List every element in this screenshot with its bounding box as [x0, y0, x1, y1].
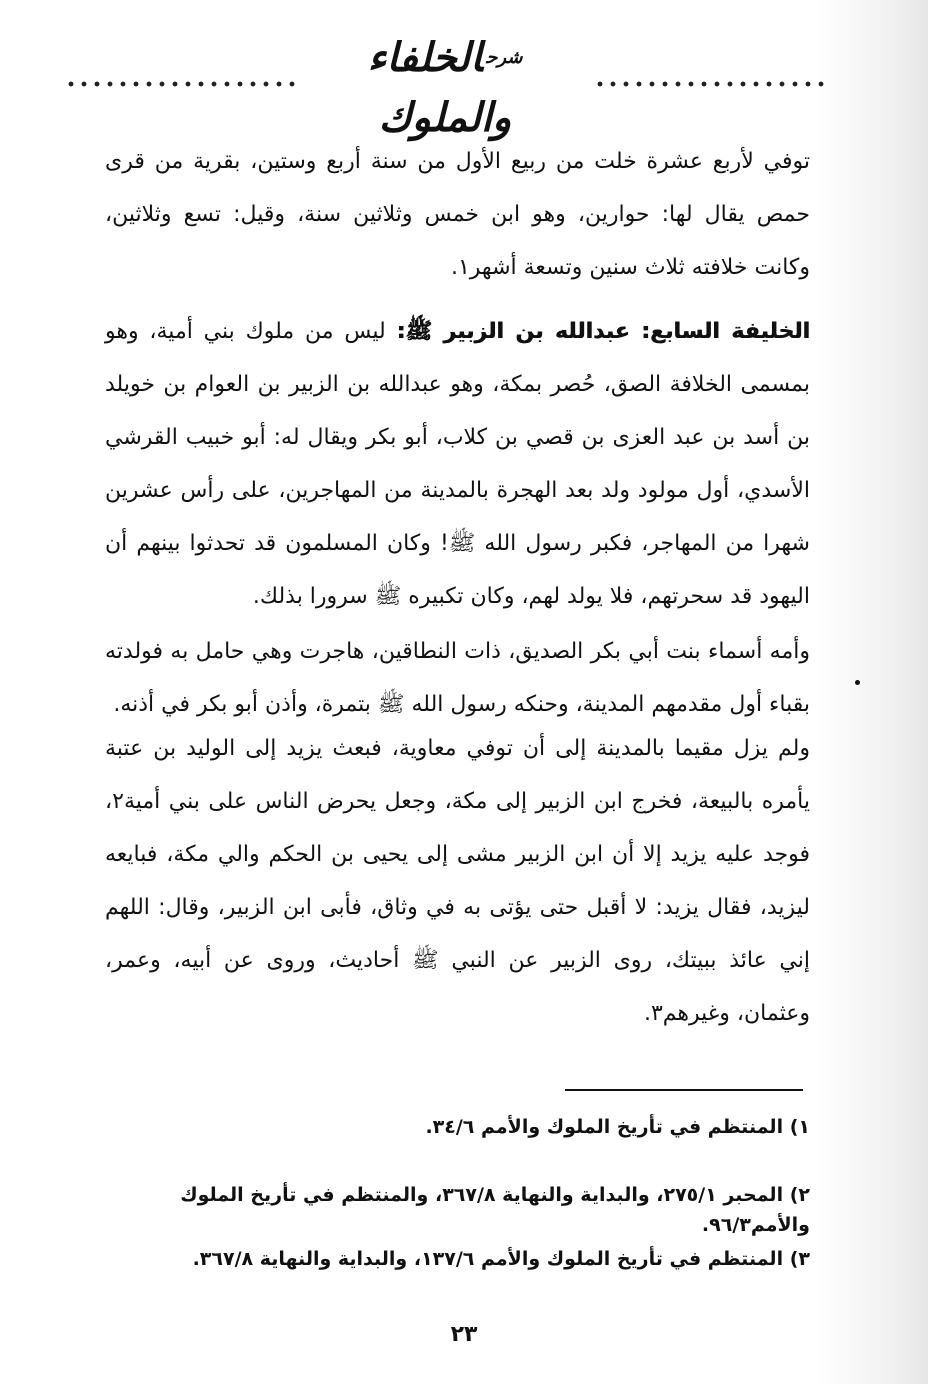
- paragraph-1: توفي لأربع عشرة خلت من ربيع الأول من سنة أربع وستين، بقرية من قرى حمص يقال لها: حوارين، وهو ابن خمس وثلاثين سنة، وقيل: تسع وثلاثين، وكانت خلافته ثلاث سنين وتسعة أشهر١.: [105, 149, 810, 280]
- paragraph-4: ولم يزل مقيما بالمدينة إلى أن توفي معاوية، فبعث يزيد إلى الوليد بن عتبة يأمره بالبيعة، فخرج ابن الزبير إلى مكة، وجعل يحرض الناس على بني أمية٢، فوجد عليه يزيد إلا أن ابن الزبير مشى إلى يحيى بن الحكم والي مكة، فبايعه ليزيد، فقال يزيد: لا أقبل حتى يؤتى به في وثاق، فأبى ابن الزبير، وقال: اللهم إني عائذ ببيتك، روى الزبير عن النبي ﷺ أحاديث، وروى عن أبيه، وعمر، وعثمان، وغيرهم٣.: [105, 736, 810, 1026]
- paragraph-3: وأمه أسماء بنت أبي بكر الصديق، ذات النطاقين، هاجرت وهي حامل به فولدته بقباء أول مقدمهم المدينة، وحنكه رسول الله ﷺ بتمرة، وأذن أبو بكر في أذنه.: [105, 639, 810, 717]
- caliph-heading: الخليفة السابع: عبدالله بن الزبير ﷺ:: [396, 319, 810, 344]
- footnote-1: ١) المنتظم في تأريخ الملوك والأمم ٣٤/٦.: [425, 1116, 810, 1138]
- margin-speck: [855, 680, 860, 685]
- page-number: ٢٣: [450, 1322, 478, 1347]
- header-prefix: شرح: [486, 47, 523, 68]
- header-ornament-left: [65, 78, 300, 90]
- footnote-3: ٣) المنتظم في تأريخ الملوك والأمم ١٣٧/٦، والبداية والنهاية ٣٦٧/٨.: [192, 1248, 810, 1270]
- footnote-separator: [565, 1089, 803, 1091]
- header-ornament-right: [594, 78, 829, 90]
- header-title: [300, 28, 590, 148]
- header-title-text: الخلفاء والملوك: [367, 34, 512, 141]
- footnote-2: ٢) المحبر ٢٧٥/١، والبداية والنهاية ٣٦٧/٨، والمنتظم في تأريخ الملوك والأمم٩٦/٣.: [180, 1184, 810, 1236]
- paragraph-2: [105, 305, 810, 623]
- paragraph-2-text: ليس من ملوك بني أمية، وهو بمسمى الخلافة الصق، حُصر بمكة، وهو عبدالله بن الزبير بن العوام بن خويلد بن أسد بن عبد العزى بن قصي بن كلاب، أبو بكر ويقال له: أبو خبيب القرشي الأسدي، أول مولود ولد بعد الهجرة بالمدينة من المهاجرين، على رأس عشرين شهرا من المهاجر، فكبر رسول الله ﷺ! وكان المسلمون قد تحدثوا بينهم أن اليهود قد سحرتهم، فلا يولد لهم، وكان تكبيره ﷺ سرورا بذلك.: [105, 319, 810, 609]
